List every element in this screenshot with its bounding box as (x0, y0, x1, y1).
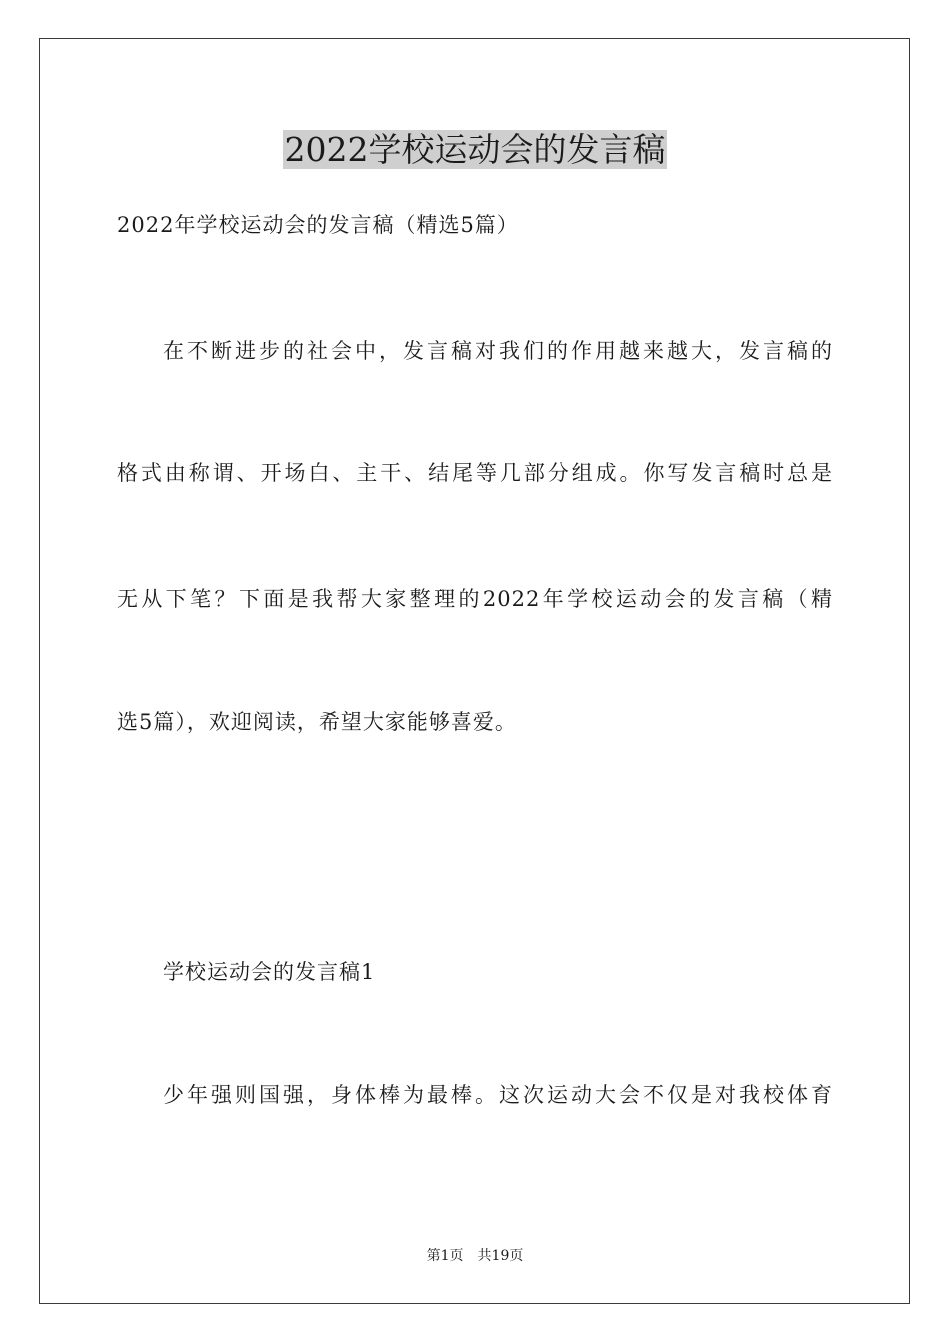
document-title (0, 126, 950, 174)
page-number: 第1页 (426, 1248, 464, 1264)
page-total: 共19页 (477, 1248, 524, 1264)
section-paragraph-line-1: 少年强则国强，身体棒为最棒。这次运动大会不仅是对我校体育 (163, 1083, 833, 1107)
document-subtitle: 2022年学校运动会的发言稿（精选5篇） (117, 213, 519, 237)
intro-line-1: 在不断进步的社会中，发言稿对我们的作用越来越大，发言稿的 (163, 339, 833, 363)
intro-line-3: 无从下笔？下面是我帮大家整理的2022年学校运动会的发言稿（精 (117, 587, 833, 611)
page-footer (0, 1246, 950, 1266)
section-heading: 学校运动会的发言稿1 (163, 960, 376, 984)
intro-line-2: 格式由称谓、开场白、主干、结尾等几部分组成。你写发言稿时总是 (117, 461, 833, 485)
intro-line-4: 选5篇），欢迎阅读，希望大家能够喜爱。 (117, 710, 517, 734)
document-title-text: 2022学校运动会的发言稿 (284, 130, 666, 169)
